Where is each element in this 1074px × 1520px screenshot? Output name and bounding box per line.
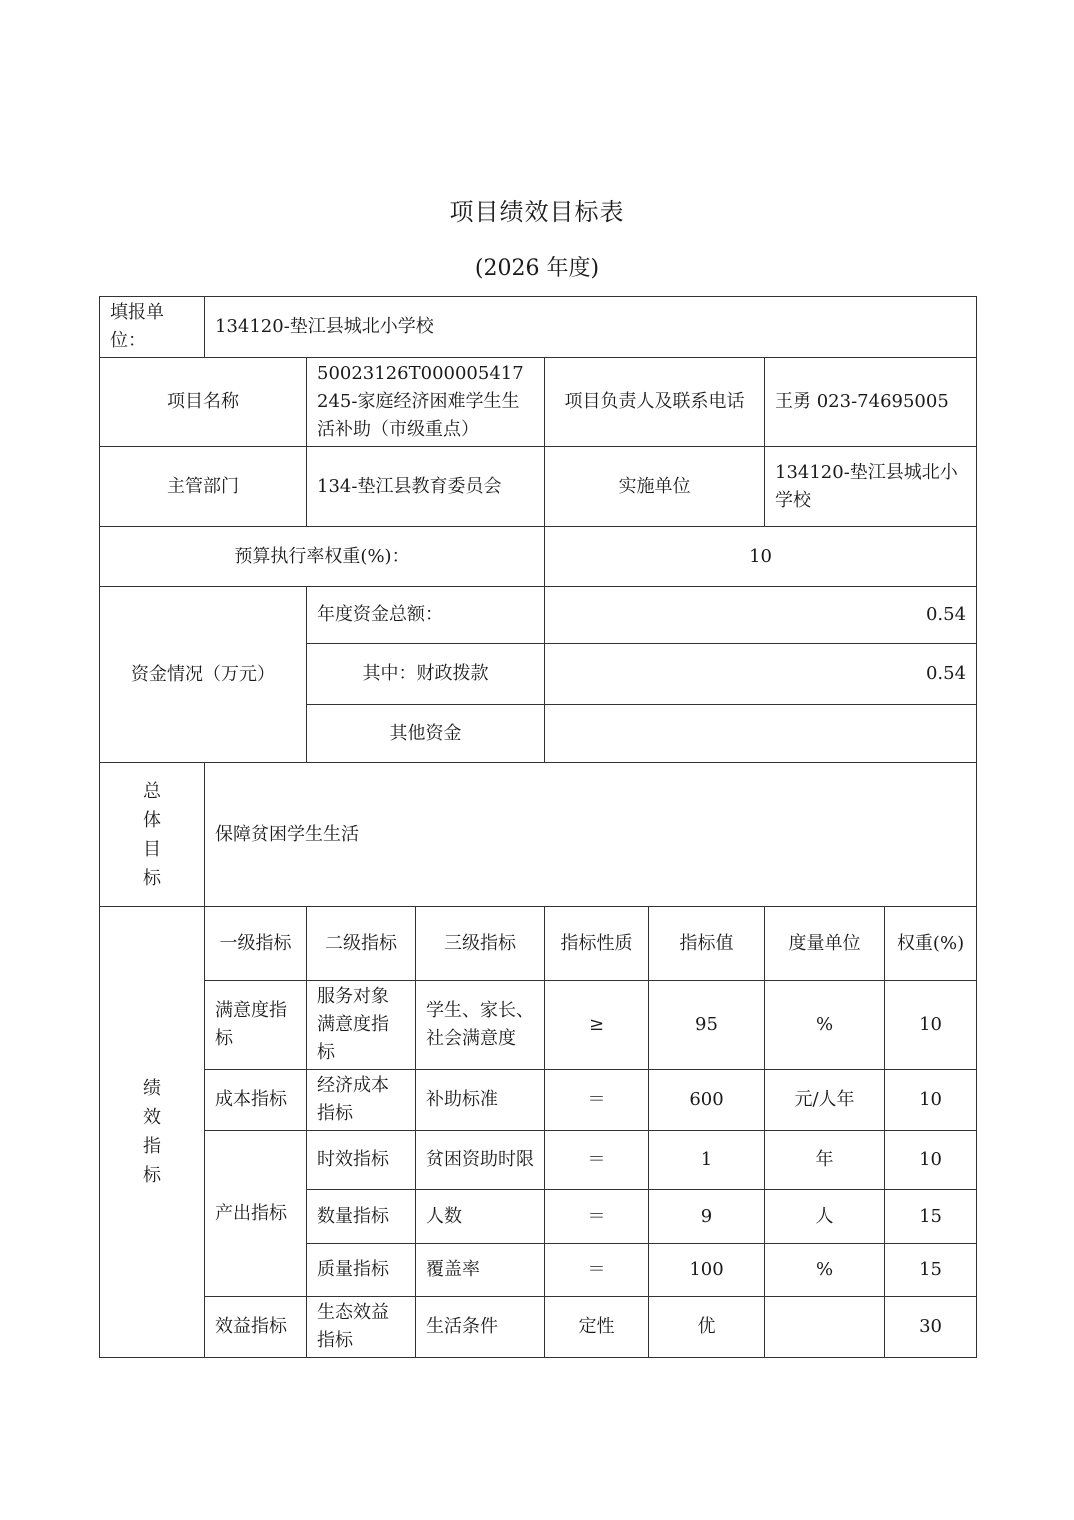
row-weight: 15 — [885, 1190, 977, 1244]
row-value: 1 — [649, 1131, 765, 1190]
header-weight: 权重(%) — [885, 907, 977, 981]
row-level2: 时效指标 — [307, 1131, 416, 1190]
row-level3: 覆盖率 — [416, 1244, 545, 1297]
table-row — [100, 981, 977, 1070]
funds-other-label: 其他资金 — [307, 705, 545, 763]
funds-label: 资金情况（万元） — [100, 587, 307, 763]
row-value: 9 — [649, 1190, 765, 1244]
filling-unit-label: 填报单位： — [100, 297, 205, 358]
funds-total-label: 年度资金总额： — [307, 587, 545, 644]
table-row — [100, 1070, 977, 1131]
filling-unit-value: 134120-垫江县城北小学校 — [205, 297, 977, 358]
row-nature: ＝ — [545, 1070, 649, 1131]
contact-label: 项目负责人及联系电话 — [545, 358, 765, 447]
indicators-label: 绩效指标 — [100, 907, 205, 1358]
row-level1: 满意度指标 — [205, 981, 307, 1070]
row-value: 优 — [649, 1297, 765, 1358]
budget-rate-value: 10 — [545, 527, 977, 587]
header-level1: 一级指标 — [205, 907, 307, 981]
header-value: 指标值 — [649, 907, 765, 981]
row-nature: ＝ — [545, 1190, 649, 1244]
row-level1: 成本指标 — [205, 1070, 307, 1131]
funds-other-value — [545, 705, 977, 763]
header-level3: 三级指标 — [416, 907, 545, 981]
performance-target-table — [99, 296, 977, 1358]
header-nature: 指标性质 — [545, 907, 649, 981]
page-title: 项目绩效目标表 — [449, 198, 625, 226]
row-unit: 人 — [765, 1190, 885, 1244]
row-level2: 数量指标 — [307, 1190, 416, 1244]
row-unit: 年 — [765, 1131, 885, 1190]
row-level1: 产出指标 — [205, 1131, 307, 1297]
department-value: 134-垫江县教育委员会 — [307, 447, 545, 527]
row-level3: 贫困资助时限 — [416, 1131, 545, 1190]
project-name-value: 50023126T000005417245-家庭经济困难学生生活补助（市级重点） — [307, 358, 545, 447]
row-level1: 效益指标 — [205, 1297, 307, 1358]
page-subtitle-year: (2026 年度) — [474, 256, 600, 281]
row-unit: % — [765, 1244, 885, 1297]
funds-total-value: 0.54 — [545, 587, 977, 644]
row-nature: ＝ — [545, 1244, 649, 1297]
goal-value: 保障贫困学生生活 — [205, 763, 977, 907]
funds-fiscal-value: 0.54 — [545, 644, 977, 705]
row-weight: 10 — [885, 1131, 977, 1190]
row-nature: ≥ — [545, 981, 649, 1070]
row-level2: 生态效益指标 — [307, 1297, 416, 1358]
department-label: 主管部门 — [100, 447, 307, 527]
funds-fiscal-label: 其中：财政拨款 — [307, 644, 545, 705]
row-weight: 10 — [885, 1070, 977, 1131]
row-unit: 元/人年 — [765, 1070, 885, 1131]
goal-label: 总体目标 — [100, 763, 205, 907]
header-level2: 二级指标 — [307, 907, 416, 981]
row-level3: 学生、家长、社会满意度 — [416, 981, 545, 1070]
implementer-label: 实施单位 — [545, 447, 765, 527]
implementer-value: 134120-垫江县城北小学校 — [765, 447, 977, 527]
row-weight: 30 — [885, 1297, 977, 1358]
row-level3: 人数 — [416, 1190, 545, 1244]
row-nature: ＝ — [545, 1131, 649, 1190]
contact-value: 王勇 023-74695005 — [765, 358, 977, 447]
project-name-label: 项目名称 — [100, 358, 307, 447]
budget-rate-label: 预算执行率权重(%)： — [100, 527, 545, 587]
row-level3: 生活条件 — [416, 1297, 545, 1358]
row-value: 100 — [649, 1244, 765, 1297]
row-unit: % — [765, 981, 885, 1070]
row-value: 600 — [649, 1070, 765, 1131]
row-level2: 服务对象满意度指标 — [307, 981, 416, 1070]
row-level3: 补助标准 — [416, 1070, 545, 1131]
row-nature: 定性 — [545, 1297, 649, 1358]
table-row — [100, 1131, 977, 1190]
row-weight: 10 — [885, 981, 977, 1070]
row-unit — [765, 1297, 885, 1358]
row-level2: 经济成本指标 — [307, 1070, 416, 1131]
row-weight: 15 — [885, 1244, 977, 1297]
header-unit: 度量单位 — [765, 907, 885, 981]
row-value: 95 — [649, 981, 765, 1070]
row-level2: 质量指标 — [307, 1244, 416, 1297]
table-row — [100, 1297, 977, 1358]
